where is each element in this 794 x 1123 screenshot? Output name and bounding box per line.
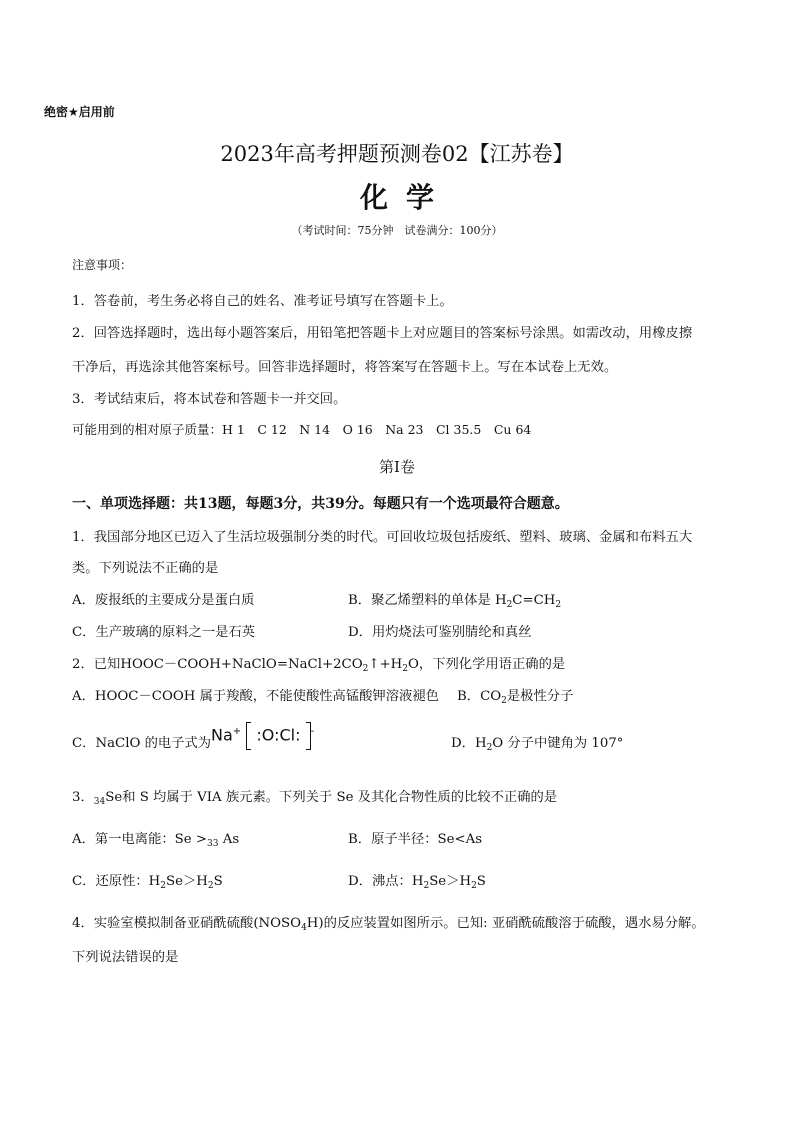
- atomic-masses: 可能用到的相对原子质量：H 1 C 12 N 14 O 16 Na 23 Cl 35.5 Cu 64: [72, 422, 532, 437]
- exam-info: （考试时间：75分钟 试卷满分：100分）: [291, 224, 503, 237]
- part-title: 第Ⅰ卷: [379, 458, 415, 476]
- q1-stem: 1．我国部分地区已迈入了生活垃圾强制分类的时代。可回收垃圾包括废纸、塑料、玻璃、金属和布料五大: [72, 530, 693, 545]
- q3-option-b: B．原子半径：Se<As: [348, 832, 483, 847]
- notes-heading: 注意事项：: [72, 258, 133, 272]
- q4-stem-cont: 下列说法错误的是: [72, 950, 179, 965]
- confidential-label: 绝密★启用前: [44, 105, 115, 119]
- q2-option-d: D．$H_2O$ 分子中键角为 107°: [451, 736, 624, 753]
- q1-option-a: A．废报纸的主要成分是蛋白质: [72, 593, 255, 608]
- q3-stem: 3．$_{34}$Se和 S 均属于 VIA 族元素。下列关于 Se 及其化合物性质的比较不正确的是: [72, 790, 558, 807]
- note-item: 干净后，再选涂其他答案标号。回答非选择题时，将答案写在答题卡上。写在本试卷上无效。: [72, 360, 618, 375]
- q1-option-b: B．聚乙烯塑料的单体是 $H_2C=CH_2$: [348, 593, 562, 610]
- section-heading: 一、单项选择题：共13题，每题3分，共39分。每题只有一个选项最符合题意。: [72, 496, 569, 512]
- q2-stem: 2．已知$HOOC-COOH+NaClO=NaCl+2CO_2↑+H_2O$，下列化学用语正确的是: [72, 657, 566, 674]
- note-item: 1．答卷前，考生务必将自己的姓名、准考证号填写在答题卡上。: [72, 294, 453, 309]
- q3-option-a: A．第一电离能：$Se >_{33}$ As: [72, 832, 240, 849]
- subject-title: 化学: [359, 181, 452, 214]
- note-item: 2．回答选择题时，选出每小题答案后，用铅笔把答题卡上对应题目的答案标号涂黑。如需改动，用橡皮擦: [72, 326, 693, 341]
- q3-option-d: D．沸点：$H_2Se>H_2S$: [348, 874, 486, 891]
- q1-option-d: D．用灼烧法可鉴别腈纶和真丝: [348, 625, 532, 640]
- naclo-electron-formula: Na+ :O:Cl: -: [211, 722, 314, 750]
- q1-option-c: C．生产玻璃的原料之一是石英: [72, 625, 256, 640]
- q2-option-a: A．HOOC－COOH 属于羧酸，不能使酸性高锰酸钾溶液褪色: [72, 689, 439, 704]
- q2-option-b: B．$CO_2$是极性分子: [457, 689, 574, 706]
- q2-option-c: C．NaClO 的电子式为: [72, 736, 212, 751]
- q3-option-c: C．还原性：$H_2Se>H_2S$: [72, 874, 223, 891]
- q4-stem: 4．实验室模拟制备亚硝酰硫酸$(NOSO_4H)$的反应装置如图所示。已知: 亚硝酰硫酸溶于硫酸，遇水易分解。: [72, 916, 705, 933]
- page-title: 2023年高考押题预测卷02【江苏卷】: [220, 142, 574, 166]
- q1-stem-cont: 类。下列说法不正确的是: [72, 561, 219, 576]
- note-item: 3．考试结束后，将本试卷和答题卡一并交回。: [72, 392, 347, 407]
